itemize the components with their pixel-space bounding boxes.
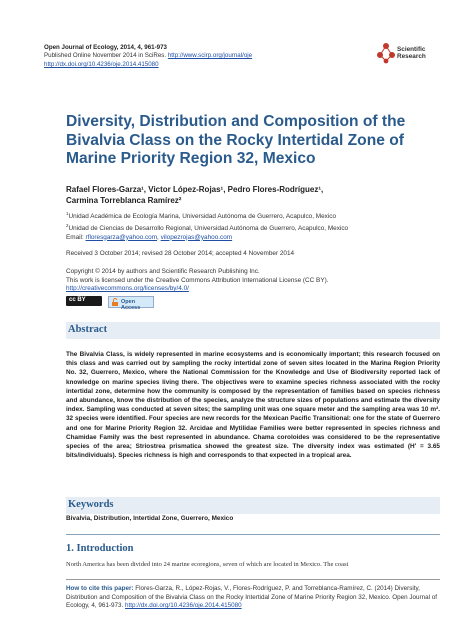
- logo-text-line1: Scientific: [397, 46, 426, 53]
- how-to-cite: [66, 579, 440, 611]
- keywords-heading: Keywords: [68, 499, 114, 510]
- cite-doi-link[interactable]: http://dx.doi.org/10.4236/oje.2014.415080: [125, 602, 242, 610]
- abstract-body: The Bivalvia Class, is widely represented in marine ecosystems and is economically important; this research focused on this class and was carried out by sampling the rocky intertidal zone of seven sites located in the Marina Region Priority No. 32, Guerrero, Mexico, where the National Commission for the Knowledge and Use of Biodiversity reported lack of knowledge on marine species living there. The objectives were to examine species richness associated with the rocky intertidal zone, determine how the community is composed by the representation of families based on species richness and abundance, know the distribution of the species, analyze the structure sizes of populations and estimate the diversity index. Sampling was conducted at seven sites; the sampling unit was one square meter and the sampling area was 10 m². 32 species were identified. Four species are new records for the Mexican Pacific Transitional: one for the state of Guerrero and one for Marine Priority Region 32. Arcidae and Mytilidae Families were better represented in species richness and Chamidae Family was the best represented in abundance. Chama coroloides was considered to be the representative species of the area; Striostrea prismatica showed the greatest size. The diversity index was estimated (H′ = 3.65 bits/individuals). Species richness is high and corresponds to that expected in a tropical area.: [66, 351, 440, 460]
- open-lock-icon: [111, 298, 119, 306]
- cc-badge-text: cc BY: [69, 297, 86, 303]
- authors-line1: Rafael Flores-Garza¹, Victor López-Rojas¹, Pedro Flores-Rodríguez¹,: [66, 185, 324, 194]
- affiliation-2: $^2$Unidad de Ciencias de Desarrollo Regional, Universidad Autónoma de Guerrero, Acapulco, Mexico: [66, 222, 349, 232]
- email-label: Email:: [66, 233, 84, 241]
- author-list: [66, 184, 426, 206]
- affiliations: [66, 210, 436, 242]
- email-link-1[interactable]: rfloresgarza@yahoo.com: [85, 233, 158, 241]
- affiliation-1: $^1$Unidad Académica de Ecología Marina, Universidad Autónoma de Guerrero, Acapulco, Mexico: [66, 211, 337, 221]
- open-access-badge[interactable]: [108, 296, 154, 311]
- open-access-label: Open Access: [121, 298, 141, 311]
- published-prefix: Published Online November 2014 in SciRes.: [44, 52, 167, 60]
- doi-link[interactable]: http://dx.doi.org/10.4236/oje.2014.415080: [44, 60, 159, 68]
- section-divider: [66, 534, 440, 535]
- scientific-research-logo: [376, 42, 446, 70]
- copyright-line: Copyright © 2014 by authors and Scientific Research Publishing Inc.: [66, 268, 260, 275]
- paper-title: Diversity, Distribution and Composition of the Bivalvia Class on the Rocky Intertidal Zone of Marine Priority Region 32, Mexico: [66, 113, 406, 167]
- cite-label: How to cite this paper:: [66, 585, 134, 592]
- journal-url-link[interactable]: http://www.scirp.org/journal/oje: [167, 52, 253, 60]
- cite-text: Flores-Garza, R., López-Rojas, V., Flores-Rodríguez, P. and Torreblanca-Ramírez, C. (2014) Diversity, Distribution and Composition of the Bivalvia Class on the Rocky Intertidal Zone of Marine Priority Region 32, Mexico. Open Journal of Ecology, 4, 961-973.: [66, 585, 437, 610]
- logo-text-line2: Research: [397, 53, 426, 61]
- keywords-heading-bar: [66, 497, 440, 514]
- introduction-text: North America has been divided into 24 marine ecoregions, seven of which are located in Mexico. The coast: [66, 561, 349, 568]
- email-line: Email: rfloresgarza@yahoo.com, vilopezrojas@yahoo.com: [66, 233, 233, 241]
- keywords-list: Bivalvia, Distribution, Intertidal Zone, Guerrero, Mexico: [66, 515, 234, 522]
- cc-by-badge-icon[interactable]: [66, 296, 102, 306]
- introduction-heading: 1. Introduction: [66, 543, 134, 554]
- published-line: [44, 52, 252, 60]
- logo-molecule-icon: [376, 42, 396, 64]
- journal-citation-line: Open Journal of Ecology, 2014, 4, 961-973: [44, 44, 167, 51]
- copyright-block: [66, 268, 436, 294]
- abstract-heading: Abstract: [68, 324, 108, 335]
- abstract-heading-bar: [66, 322, 440, 339]
- license-url-link[interactable]: http://creativecommons.org/licenses/by/4.0/: [66, 285, 189, 293]
- authors-line2: Carmina Torreblanca Ramírez²: [66, 196, 182, 205]
- journal-header: [44, 44, 252, 69]
- email-link-2[interactable]: vilopezrojas@yahoo.com: [160, 233, 233, 241]
- received-dates: Received 3 October 2014; revised 28 October 2014; accepted 4 November 2014: [66, 250, 295, 257]
- license-line: This work is licensed under the Creative Commons Attribution International License (CC BY).: [66, 276, 329, 284]
